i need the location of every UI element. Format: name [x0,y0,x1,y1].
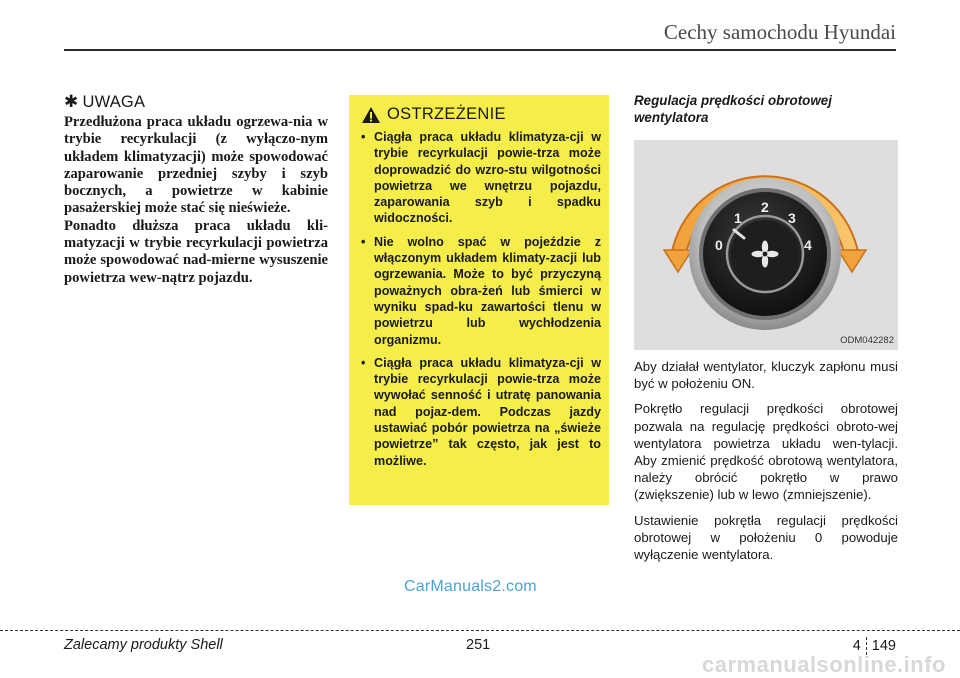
fan-knob-illustration [634,140,898,350]
chapter-number: 4 [852,637,861,654]
knob-label-0: 0 [715,237,723,253]
fan-section [634,93,898,571]
figure-code: ODM042282 [840,335,894,346]
warning-triangle-icon [361,106,381,124]
caution-paragraph-2: Ponadto dłuższa praca układu kli-matyzacji w trybie recyrkulacji powietrza może spowodować nad-mierne wysuszenie powietrza wew-nątrz pojazdu. [64,217,328,286]
bullet: • [361,355,366,370]
page-header-title: Cechy samochodu Hyundai [663,20,896,44]
page-number: 149 [871,637,896,654]
knob-label-4: 4 [804,237,812,253]
header-rule [64,49,896,51]
warning-list [361,129,601,469]
asterisk-icon: ✱ [64,92,79,111]
bullet: • [361,234,366,249]
knob-label-3: 3 [788,210,796,226]
watermark-link[interactable]: CarManuals2.com [404,578,537,595]
caution-paragraph-1: Przedłużona praca układu ogrzewa-nia w trybie recyrkulacji (z wyłączo-nym układem klimatyzacji) może spowodować zaparowanie przedniej szyby i szyb bocznych, a powietrze w kabinie pasażerskiej może stać się nieświeże. [64,114,328,217]
caution-heading-text: UWAGA [82,93,146,111]
fan-paragraph-1: Aby działał wentylator, kluczyk zapłonu musi być w położeniu ON. [634,359,898,392]
fan-section-heading: Regulacja prędkości obrotowej wentylatora [634,93,832,125]
warning-item [361,234,601,348]
warning-item [361,129,601,227]
fan-paragraph-3: Ustawienie pokrętła regulacji prędkości obrotowej w położeniu 0 powoduje wyłączenie wentylatora. [634,512,898,563]
warning-item-text: Ciągła praca układu klimatyza-cji w trybie recyrkulacji powie-trza może wywołać senność i utratę panowania nad pojaz-dem. Podczas jazdy ustawiać pobór powietrza na „świeże powietrze” tak często, jak jest to możliwe. [374,355,601,468]
warning-heading-text: OSTRZEŻENIE [387,105,506,123]
footer-rule [0,630,960,631]
bullet: • [361,130,366,144]
warning-heading [361,105,601,124]
caution-heading [64,92,328,112]
knob-label-2: 2 [761,199,769,215]
fan-knob-figure [634,140,898,350]
warning-item-text: Nie wolno spać w pojeździe z włączonym układem klimaty-zacji lub ogrzewania. Może to być przyczyną poważnych obra-żeń lub śmierci w wyniku spad-ku zawartości tlenu w powietrzu lub wychłodzenia organizmu. [374,234,601,347]
footer-left-text: Zalecamy produkty Shell [64,637,223,653]
warning-item [361,355,601,469]
caution-section [64,92,328,287]
knob-label-1: 1 [734,210,742,226]
fan-paragraph-2: Pokrętło regulacji prędkości obrotowej pozwala na regulację prędkości obroto-wej wentylatora powietrza układu wen-tylacji. Aby zmienić prędkość obrotową wentylatora, należy obrócić pokrętło w prawo (zwiększenie) lub w lewo (zmniejszenie). [634,401,898,503]
bottom-watermark[interactable]: carmanualsonline.info [702,652,946,677]
footer-center-number: 251 [466,637,491,653]
warning-item-text: Ciągła praca układu klimatyza-cji w trybie recyrkulacji powie-trza może doprowadzić do wzro-stu wilgotności powietrza we wnętrzu pojazdu, zaparowania szyb i spadku widoczności. [374,130,601,226]
warning-box [349,95,609,505]
